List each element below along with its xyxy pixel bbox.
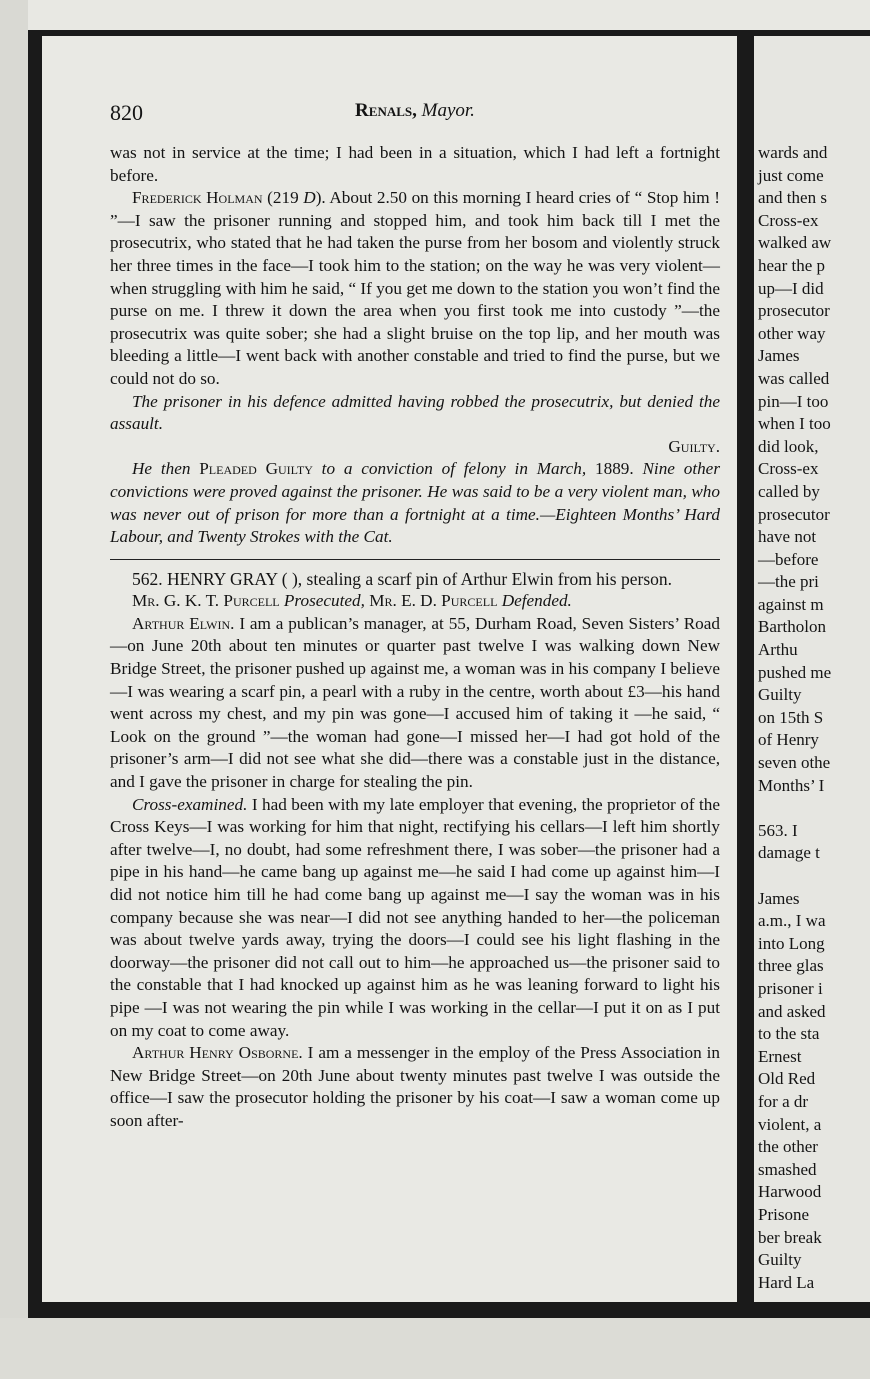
right-column-line: ber break — [758, 1227, 822, 1247]
sentence-part-a: He then — [132, 459, 191, 479]
right-column-line: to the sta — [758, 1024, 820, 1044]
right-column-line: James — [758, 888, 800, 908]
sentence-part-c: to a conviction of felony in March, — [321, 459, 587, 479]
right-column-line: seven othe — [758, 753, 831, 773]
right-column-line: and then s — [758, 188, 827, 208]
running-head — [110, 100, 720, 126]
right-column-line: prosecutor — [758, 301, 830, 321]
right-column-lines — [758, 142, 870, 1294]
right-column-line: Harwood — [758, 1182, 822, 1202]
right-column-line: the other — [758, 1137, 818, 1157]
verdict: Guilty. — [668, 436, 720, 456]
right-column-line: Guilty — [758, 685, 802, 705]
case-charge: , stealing a scarf pin of Arthur Elwin from his person. — [297, 568, 673, 589]
right-column-line: just come — [758, 165, 824, 185]
right-column-line: wards and — [758, 143, 828, 162]
right-column-line: on 15th S — [758, 707, 824, 727]
right-column-line: Cross-ex — [758, 210, 819, 230]
testimony-text: ). About 2.50 on this morning I heard cries of “ Stop him ! ”—I saw the prisoner running and stopped him, and took him back till I met the prosecutrix, who stated that he had taken the purse from her bosom and violently struck her three times in the face—I took him to the station; on the way he was very violent—when struggling with him he said, “ If you get me down to the station you won’t find the purse on me. I threw it down the area when you first took me into custody ”—the prosecutrix was quite sober; she had a slight bruise on the top lip, and her mouth was bleeding a little—I went back with another constable and tried to find the purse, but we could not do so. — [110, 188, 720, 388]
paragraph-cross-examined — [110, 794, 720, 1043]
right-column-line: a.m., I wa — [758, 911, 826, 931]
scan-background-left — [0, 0, 28, 1379]
section-divider — [110, 559, 720, 560]
testimony-text: I am a messenger in the employ of the Press Association in New Bridge Street—on 20th June about twenty minutes past twelve I was outside the office—I saw the prosecutor holding the prisoner by his coat—I saw a woman come up soon after- — [110, 1043, 721, 1130]
right-column-line: Bartholon — [758, 617, 826, 637]
witness-name: Arthur Henry Osborne. — [132, 1043, 303, 1063]
case-number: 562. — [132, 568, 163, 589]
right-column-line — [758, 797, 870, 820]
right-column-line: have not — [758, 527, 817, 547]
right-column-line: up—I did — [758, 278, 824, 298]
right-column-line: —before — [758, 549, 819, 569]
right-column-line: called by — [758, 481, 820, 501]
witness-name: Arthur Elwin. — [132, 613, 235, 633]
right-column-line: —the pri — [758, 572, 819, 592]
right-column-line: of Henry — [758, 730, 819, 750]
right-column-line: and asked — [758, 1001, 826, 1021]
counsel-defended: Defended. — [501, 591, 572, 611]
counsel-defence: Mr. E. D. Purcell — [369, 591, 498, 611]
right-column-line: Arthu — [758, 640, 798, 660]
right-column-line: into Long — [758, 933, 825, 953]
right-column-line: violent, a — [758, 1114, 822, 1134]
testimony-text: I am a publican’s manager, at 55, Durham Road, Seven Sisters’ Road—on June 20th about ten minutes or quarter past twelve I was walking down New Bridge Street, the prisoner pushed up against me, a woman was in his company I believe—I was wearing a scarf pin, a pearl with a ruby in the centre, worth about £3—his hand went across my chest, and my pin was gone—I accused him of taking it —he said, “ Look on the ground ”—the woman had gone—I missed her—I had got hold of the prisoner’s arm—I did not see what she did—there was a constable just in the distance, and I gave the prisoner in charge for stealing the pin. — [110, 613, 720, 792]
right-column-line: smashed — [758, 1159, 817, 1179]
witness-name: Frederick Holman — [132, 188, 263, 208]
paragraph-elwin — [110, 613, 720, 794]
sentence-paragraph — [110, 458, 720, 548]
right-column-line: 563. I — [758, 820, 798, 840]
sentence-part-e: Nine other convictions were proved against the prisoner. He was said to be a very violent man, who was never out of prison for more than a fortnight at a time.—Eighteen Months’ Hard Labour, and Twenty Strokes with the Cat. — [110, 459, 721, 547]
case-heading — [110, 568, 720, 591]
left-page — [42, 36, 737, 1302]
right-column-line: Ernest — [758, 1046, 802, 1066]
right-column-line: Guilty — [758, 1250, 802, 1270]
right-column-line: walked aw — [758, 233, 832, 253]
counsel-prosecuted: Prosecuted, — [283, 591, 365, 611]
sentence-year: 1889. — [595, 459, 634, 479]
right-column-line: pin—I too — [758, 391, 829, 411]
right-column-line: against m — [758, 594, 824, 614]
badge-letter: D — [303, 188, 316, 208]
right-column-line: pushed me — [758, 662, 832, 682]
right-column-line: damage t — [758, 843, 820, 863]
paragraph-osborne — [110, 1042, 720, 1132]
page-body — [110, 142, 720, 1133]
right-column-line: prosecutor — [758, 504, 830, 524]
right-column-line: did look, — [758, 436, 819, 456]
right-column-line: Months’ I — [758, 775, 825, 795]
right-column-line: Hard La — [758, 1272, 815, 1292]
defence-note: The prisoner in his defence admitted having robbed the prosecutrix, but denied the assault. — [110, 391, 720, 434]
right-column-line: for a dr — [758, 1091, 809, 1111]
case-age: ( ) — [281, 568, 298, 589]
scan-background-bottom — [0, 1318, 870, 1379]
right-column-line: Old Red — [758, 1069, 816, 1089]
header-role: Mayor. — [421, 100, 475, 121]
badge: (219 — [267, 188, 299, 208]
cross-examined-label: Cross-examined. — [132, 794, 248, 814]
paragraph-continuation: was not in service at the time; I had been in a situation, which I had left a fortnight before. — [110, 143, 720, 185]
header-name: Renals, — [355, 100, 417, 121]
page-number: 820 — [110, 100, 143, 125]
right-column-line: three glas — [758, 956, 824, 976]
plea: Pleaded Guilty — [199, 459, 313, 479]
right-column-line: Cross-ex — [758, 459, 819, 479]
right-column-line: when I too — [758, 414, 831, 434]
right-column-line: was called — [758, 368, 830, 388]
page-header-title — [110, 100, 720, 122]
counsel-line — [110, 590, 720, 613]
right-column-line: other way — [758, 323, 826, 343]
right-column-line — [758, 865, 870, 888]
right-page-fragment — [754, 36, 870, 1302]
right-column-line: James — [758, 346, 800, 366]
right-column-line: hear the p — [758, 255, 826, 275]
paragraph-holman — [110, 187, 720, 390]
scan-background-top — [0, 0, 870, 30]
right-column-line: Prisone — [758, 1204, 809, 1224]
testimony-text: I had been with my late employer that evening, the proprietor of the Cross Keys—I was working for him that night, rectifying his cellars—I left him shortly after twelve—I, no doubt, had some refreshment there, I was sober—the prisoner had a pipe in his hand—he came bang up against me—he said I had come up against him—I did not notice him till he had come bang up against me—I say the woman was in his company because she was near—I did not see anything handed to her—the policeman was about twelve yards away, trying the doors—I could see his light flashing in the doorway—the prisoner did not call out to him—he approached us—the prisoner said to the constable that I had knocked up against him as he was leaning forward to light his pipe —I was not wearing the pin while I was working in the cellar—I put it on as I put on my coat to come away. — [110, 794, 720, 1040]
right-column-line: prisoner i — [758, 978, 823, 998]
counsel-prosecution: Mr. G. K. T. Purcell — [132, 591, 280, 611]
case-name: HENRY GRAY — [167, 568, 278, 589]
